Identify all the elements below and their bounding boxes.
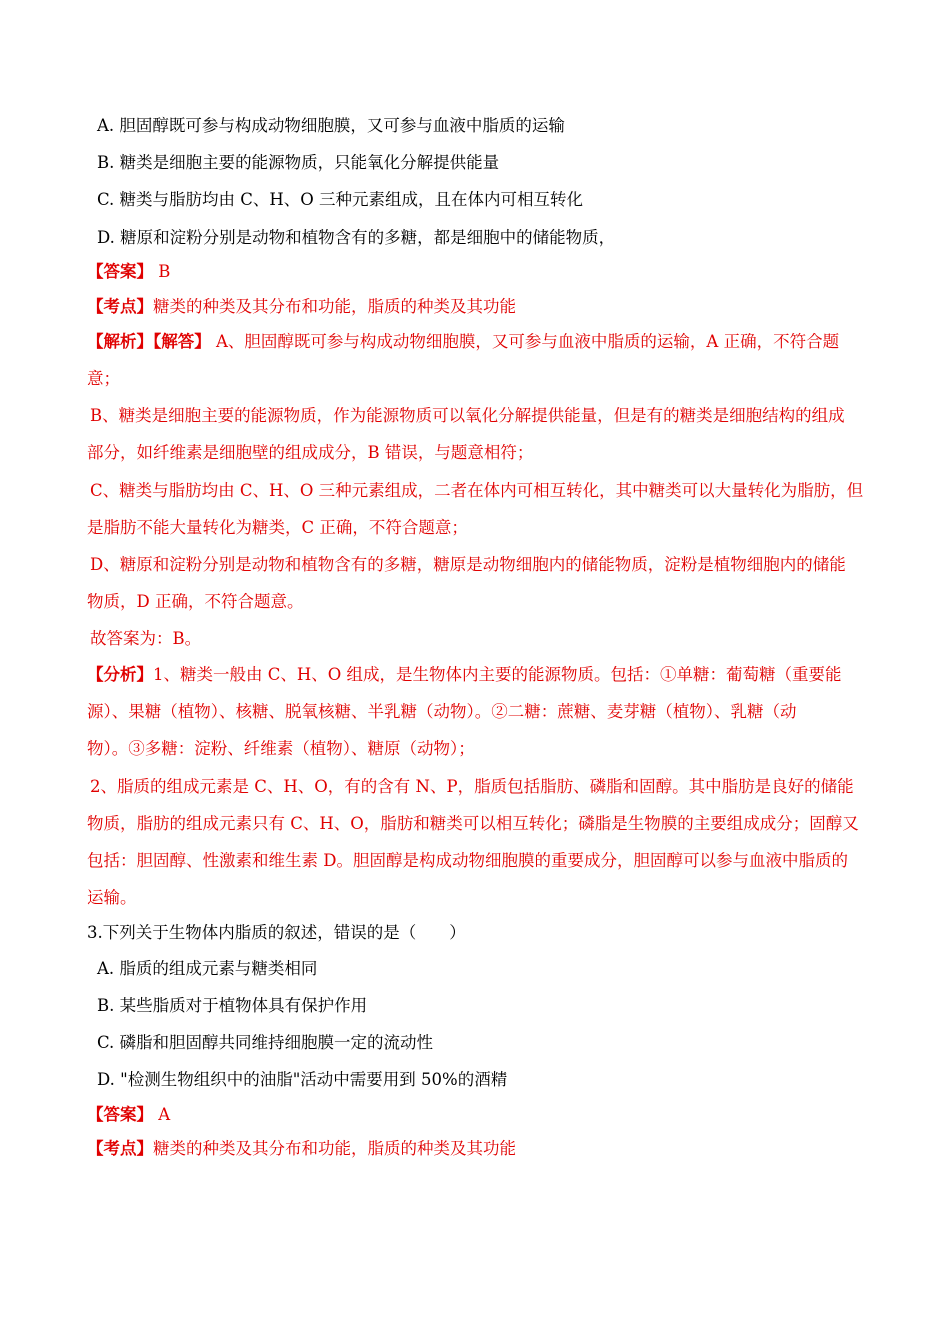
q2-jiexi-line-5: C、糖类与脂肪均由 C、H、O 三种元素组成，二者在体内可相互转化，其中糖类可以大量转化为脂肪，但 <box>90 481 864 500</box>
q2-fenxi-line-1 <box>87 664 842 686</box>
q2-fenxi-line-2: 源）、果糖（植物）、核糖、脱氧核糖、半乳糖（动物）。②二糖：蔗糖、麦芽糖（植物）、乳糖（动 <box>87 702 797 721</box>
q2-kaodian <box>87 296 516 318</box>
q3-option-d: D. "检测生物组织中的油脂"活动中需要用到 50%的酒精 <box>97 1070 508 1089</box>
q3-option-b: B. 某些脂质对于植物体具有保护作用 <box>97 996 368 1015</box>
q2-fenxi-line-4: 2、脂质的组成元素是 C、H、O，有的含有 N、P，脂质包括脂肪、磷脂和固醇。其中脂肪是良好的储能 <box>90 777 854 796</box>
jiexi-label: 【解析】【解答】 <box>87 332 211 351</box>
answer-value: B <box>153 262 171 281</box>
q2-option-c: C. 糖类与脂肪均由 C、H、O 三种元素组成，且在体内可相互转化 <box>97 190 584 209</box>
q2-option-a: A. 胆固醇既可参与构成动物细胞膜，又可参与血液中脂质的运输 <box>97 116 565 135</box>
q2-fenxi-line-3: 物）。③多糖：淀粉、纤维素（植物）、糖原（动物）； <box>87 739 475 758</box>
q2-jiexi-line-4: 部分，如纤维素是细胞壁的组成成分，B 错误，与题意相符； <box>87 443 534 462</box>
q2-fenxi-line-6: 包括：胆固醇、性激素和维生素 D。胆固醇是构成动物细胞膜的重要成分，胆固醇可以参与血液中脂质的 <box>87 851 848 870</box>
kaodian-text: 糖类的种类及其分布和功能，脂质的种类及其功能 <box>153 1139 516 1158</box>
q3-answer <box>87 1104 170 1126</box>
kaodian-label: 【考点】 <box>87 297 153 316</box>
answer-label: 【答案】 <box>87 1105 153 1124</box>
fenxi-text: 1、糖类一般由 C、H、O 组成，是生物体内主要的能源物质。包括：①单糖：葡萄糖（重要能 <box>153 665 842 684</box>
q2-answer <box>87 261 170 283</box>
q2-jiexi-line-8: 物质，D 正确，不符合题意。 <box>87 592 304 611</box>
fenxi-label: 【分析】 <box>87 665 153 684</box>
q3-kaodian <box>87 1138 516 1160</box>
answer-value: A <box>153 1105 171 1124</box>
q3-option-c: C. 磷脂和胆固醇共同维持细胞膜一定的流动性 <box>97 1033 434 1052</box>
q2-jiexi-line-3: B、糖类是细胞主要的能源物质，作为能源物质可以氧化分解提供能量，但是有的糖类是细胞结构的组成 <box>90 406 845 425</box>
jiexi-text: A、胆固醇既可参与构成动物细胞膜，又可参与血液中脂质的运输，A 正确，不符合题 <box>210 332 840 351</box>
q2-jiexi-line-6: 是脂肪不能大量转化为糖类，C 正确，不符合题意； <box>87 518 468 537</box>
kaodian-text: 糖类的种类及其分布和功能，脂质的种类及其功能 <box>153 297 516 316</box>
q2-option-b: B. 糖类是细胞主要的能源物质，只能氧化分解提供能量 <box>97 153 500 172</box>
q2-guda: 故答案为：B。 <box>90 629 202 648</box>
q2-jiexi-line-2: 意； <box>87 369 120 388</box>
q2-jiexi-line-1 <box>87 331 839 353</box>
q2-fenxi-line-7: 运输。 <box>87 888 137 907</box>
kaodian-label: 【考点】 <box>87 1139 153 1158</box>
q3-option-a: A. 脂质的组成元素与糖类相同 <box>97 959 318 978</box>
answer-label: 【答案】 <box>87 262 153 281</box>
q2-jiexi-line-7: D、糖原和淀粉分别是动物和植物含有的多糖，糖原是动物细胞内的储能物质，淀粉是植物细胞内的储能 <box>90 555 846 574</box>
q3-stem: 3.下列关于生物体内脂质的叙述，错误的是（ ） <box>87 923 466 942</box>
q2-option-d: D. 糖原和淀粉分别是动物和植物含有的多糖，都是细胞中的储能物质， <box>97 228 616 247</box>
q2-fenxi-line-5: 物质，脂肪的组成元素只有 C、H、O，脂肪和糖类可以相互转化；磷脂是生物膜的主要组成成分；固醇又 <box>87 814 859 833</box>
